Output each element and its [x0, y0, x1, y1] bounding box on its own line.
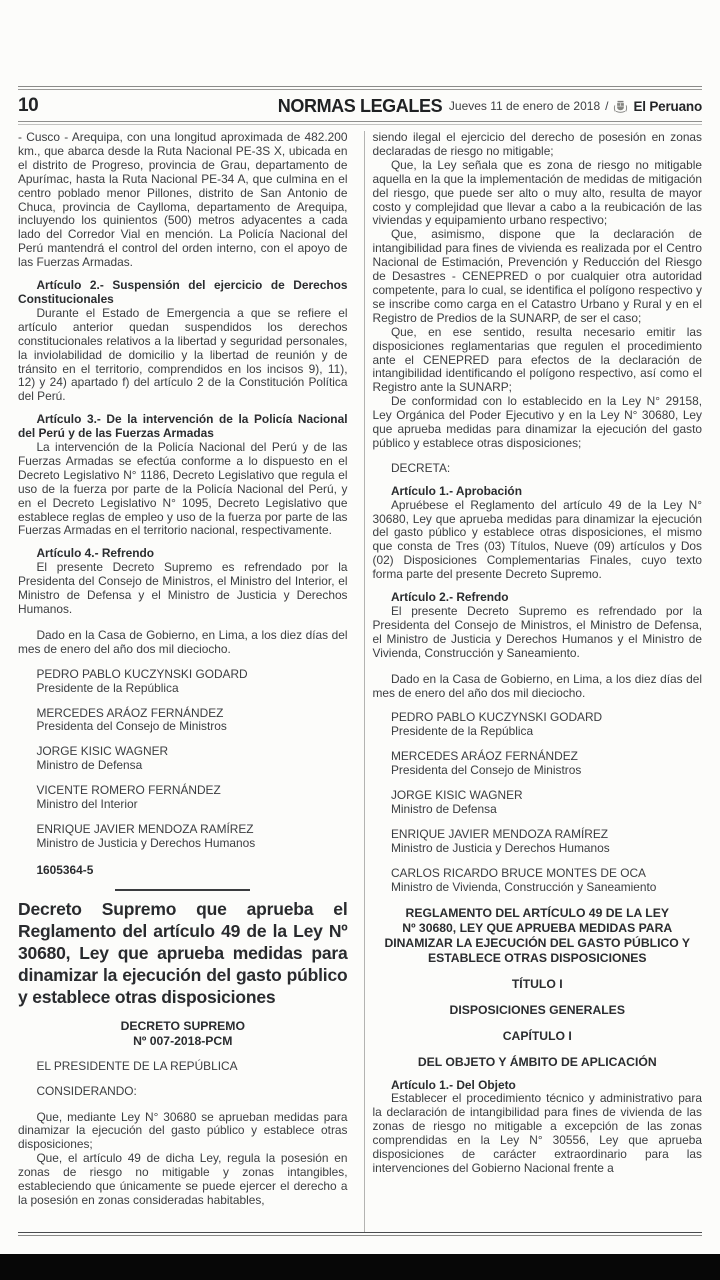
signatory-name: JORGE KISIC WAGNER — [390, 788, 523, 803]
centered-heading — [373, 1029, 703, 1044]
paragraph: Que, el artículo 49 de dicha Ley, regula la posesión en zonas de riesgo no mitigable y zonas intangibles, estableciendo que únicamente se puede ejercer el derecho a la posesión en zonas consideradas habitables, — [18, 1151, 348, 1207]
signature-block — [18, 784, 348, 812]
signature-block — [18, 745, 348, 773]
centered-heading-line: TÍTULO I — [511, 976, 563, 991]
masthead-date-group — [449, 99, 702, 114]
signatory-name: JORGE KISIC WAGNER — [36, 744, 169, 759]
line: DECRETA: — [390, 460, 451, 475]
signature-block — [373, 711, 703, 739]
signatory-name: PEDRO PABLO KUCZYNSKI GODARD — [36, 666, 248, 681]
paragraph: El presente Decreto Supremo es refrendado por la Presidenta del Consejo de Ministros, el Ministro del Interior, el Ministro de Defensa y el Ministro de Justicia y Derechos Humanos. — [18, 560, 348, 616]
article-heading: Artículo 3.- De la intervención de la Policía Nacional del Perú y de las Fuerzas Armadas — [18, 412, 348, 441]
centered-heading — [373, 906, 703, 966]
brand-el-peruano: El Peruano — [633, 98, 702, 114]
article-heading: Artículo 2.- Refrendo — [390, 590, 509, 605]
centered-heading-line: Nº 30680, LEY QUE APRUEBA MEDIDAS PARA — [402, 920, 673, 935]
date-brand-separator: / — [605, 99, 609, 113]
decree-title: Decreto Supremo que aprueba el Reglamento del artículo 49 de la Ley Nº 30680, Ley que aprueba medidas para dinamizar la ejecución del gasto público y establece otras disposiciones — [18, 898, 348, 1007]
signatory-name: PEDRO PABLO KUCZYNSKI GODARD — [390, 710, 603, 725]
centered-heading-line: REGLAMENTO DEL ARTÍCULO 49 DE LA LEY — [405, 905, 669, 920]
paragraph-continuation: - Cusco - Arequipa, con una longitud aproximada de 482.200 km., que abarca desde la Ruta Nacional PE-3S X, ubicada en el distrito de Progreso, provincia de Grau, departamento de Apurímac, hasta la Ruta Nacional PE-34 A, que culmina en el centro poblado menor Pillones, distrito de San Antonio de Chuca, provincia de Caylloma, departamento de Arequipa, incluyendo los quinientos (500) metros adyacentes a cada lado del Corredor Vial en mención. La Policía Nacional del Perú mantendrá el control del orden interno, con el apoyo de las Fuerzas Armadas. — [18, 131, 348, 270]
signatory-role: Ministro de Defensa — [390, 801, 497, 816]
centered-heading-line: DINAMIZAR LA EJECUCIÓN DEL GASTO PÚBLICO Y — [384, 935, 691, 950]
page-number: 10 — [18, 95, 39, 116]
article-heading: Artículo 4.- Refrendo — [36, 546, 155, 561]
centered-heading — [373, 1003, 703, 1018]
paragraph: Que, en ese sentido, resulta necesario emitir las disposiciones reglamentarias que regulen el procedimiento ante el CENEPRED para efectos de la declaración de intangibilidad identificando el polígono respectivo, así como el Registro ante la SUNARP; — [372, 324, 702, 395]
signature-block — [373, 867, 703, 895]
signature-block — [18, 668, 348, 696]
signature-block — [18, 823, 348, 851]
signature-block — [373, 789, 703, 817]
paragraph: Dado en la Casa de Gobierno, en Lima, a los diez días del mes de enero del año dos mil dieciocho. — [372, 671, 702, 700]
paragraph-continuation: siendo ilegal el ejercicio del derecho de posesión en zonas declaradas de riesgo no mitigable; — [372, 131, 702, 158]
signatory-role: Ministro de Vivienda, Construcción y Saneamiento — [390, 879, 657, 894]
paragraph: Apruébese el Reglamento del artículo 49 de la Ley N° 30680, Ley que aprueba medidas para dinamizar la ejecución del gasto público y establece otras disposiciones, el mismo que consta de Tres (03) Títulos, Nueve (09) artículos y Dos (02) Disposiciones Complementarias Finales, cuyo texto forma parte del presente Decreto Supremo. — [372, 497, 702, 582]
signatory-name: ENRIQUE JAVIER MENDOZA RAMÍREZ — [36, 821, 254, 836]
signatory-name: CARLOS RICARDO BRUCE MONTES DE OCA — [390, 865, 646, 880]
signatory-role: Presidente de la República — [36, 680, 179, 695]
signatory-role: Presidenta del Consejo de Ministros — [36, 719, 227, 734]
signature-block — [373, 750, 703, 778]
masthead-bottom-rule — [18, 121, 702, 125]
screen-bottom-bar — [0, 1254, 720, 1280]
paragraph: Que, mediante Ley N° 30680 se aprueban medidas para dinamizar la ejecución del gasto público y establece otras disposiciones; — [18, 1109, 348, 1152]
right-column — [364, 131, 703, 1232]
signatory-role: Ministro de Defensa — [36, 758, 143, 773]
centered-heading-line: DEL OBJETO Y ÁMBITO DE APLICACIÓN — [417, 1054, 657, 1069]
signatory-role: Presidenta del Consejo de Ministros — [390, 763, 582, 778]
signatory-name: MERCEDES ARÁOZ FERNÁNDEZ — [390, 749, 578, 764]
signatory-role: Ministro del Interior — [36, 797, 138, 812]
signatory-role: Presidente de la República — [390, 724, 534, 739]
signatory-name: VICENTE ROMERO FERNÁNDEZ — [36, 783, 221, 798]
signatory-name: MERCEDES ARÁOZ FERNÁNDEZ — [36, 705, 224, 720]
peru-coat-of-arms-icon — [613, 100, 628, 113]
left-column — [18, 131, 356, 1232]
centered-heading-line: DISPOSICIONES GENERALES — [449, 1002, 625, 1017]
article-heading: Artículo 1.- Aprobación — [390, 483, 522, 498]
section-title: NORMAS LEGALES — [277, 95, 443, 116]
paragraph: La intervención de la Policía Nacional del Perú y de las Fuerzas Armadas se efectúa conforme a lo dispuesto en el Decreto Legislativo N° 1186, Decreto Legislativo que regula el uso de la fuerza por parte de la Policía Nacional del Perú, y en el Decreto Legislativo N° 1095, Decreto Legislativo que establece reglas de empleo y uso de la fuerza por parte de las Fuerzas Armadas en el territorio nacional, respectivamente. — [18, 440, 348, 538]
signatory-role: Ministro de Justicia y Derechos Humanos — [36, 835, 256, 850]
article-heading: Artículo 2.- Suspensión del ejercicio de Derechos Constitucionales — [18, 278, 348, 306]
line: CONSIDERANDO: — [36, 1083, 137, 1098]
signatory-name: ENRIQUE JAVIER MENDOZA RAMÍREZ — [390, 826, 609, 841]
signature-block — [373, 828, 703, 856]
paragraph: Dado en la Casa de Gobierno, en Lima, a los diez días del mes de enero del año dos mil dieciocho. — [18, 627, 348, 656]
centered-heading-line: DECRETO SUPREMO — [120, 1018, 245, 1033]
paragraph: Durante el Estado de Emergencia a que se refiere el artículo anterior quedan suspendidos los derechos constitucionales relativos a la libertad y seguridad personales, la inviolabilidad de domicilio y la libertad de reunión y de tránsito en el territorio, comprendidos en los incisos 9), 11), 12) y 24) apartado f) del artículo 2 de la Constitución Política del Perú. — [18, 305, 348, 404]
issue-date: Jueves 11 de enero de 2018 — [448, 99, 601, 113]
signature-block — [18, 707, 348, 735]
article-heading: Artículo 1.- Del Objeto — [390, 1077, 516, 1092]
centered-heading-line: Nº 007-2018-PCM — [133, 1033, 233, 1048]
signatory-role: Ministro de Justicia y Derechos Humanos — [390, 840, 610, 855]
paragraph: El presente Decreto Supremo es refrendado por la Presidenta del Consejo de Ministros, el Ministro de Defensa, el Ministro de Justicia y Derechos Humanos y el Ministro de Vivienda, Construcción y Saneamiento. — [372, 604, 702, 660]
masthead — [18, 90, 702, 121]
paragraph: De conformidad con lo establecido en la Ley N° 29158, Ley Orgánica del Poder Ejecutivo y en la Ley N° 30680, Ley que aprueba medidas para dinamizar la ejecución del gasto público y establece otras disposiciones; — [372, 394, 702, 450]
page-bottom-rule — [18, 1232, 702, 1236]
centered-heading-line: CAPÍTULO I — [502, 1028, 572, 1043]
centered-heading — [373, 977, 703, 992]
centered-heading-line: ESTABLECE OTRAS DISPOSICIONES — [428, 950, 647, 965]
article-content — [18, 131, 702, 1232]
paragraph: Que, la Ley señala que es zona de riesgo no mitigable aquella en la que la implementación de medidas de mitigación del riesgo, que puede ser alto o muy alto, resulta de mayor costo y complejidad que llevar a cabo a la reubicación de las viviendas y equipamiento urbano respectivo; — [372, 157, 702, 228]
section-divider — [115, 889, 250, 891]
paragraph: Que, asimismo, dispone que la declaración de intangibilidad para fines de vivienda es realizada por el Centro Nacional de Estimación, Prevención y Reducción del Riesgo de Desastres - CENEPRED o por cualquier otra autoridad competente, para lo cual, se identifica el polígono respectivo y se inscribe como carga en el Catastro Urbano y Rural y en el Registro de Predios de la SUNARP, de ser el caso; — [372, 227, 702, 325]
publication-code: 1605364-5 — [36, 862, 94, 877]
paragraph: Establecer el procedimiento técnico y administrativo para la declaración de intangibilidad para fines de vivienda de las zonas de riesgo no mitigable a excepción de las zonas comprendidas en la Ley N° 30556, Ley que aprueba disposiciones de carácter extraordinario para las intervenciones del Gobierno Nacional frente a — [372, 1091, 702, 1175]
centered-heading — [373, 1055, 703, 1070]
line: EL PRESIDENTE DE LA REPÚBLICA — [36, 1058, 238, 1073]
centered-heading — [18, 1019, 348, 1049]
